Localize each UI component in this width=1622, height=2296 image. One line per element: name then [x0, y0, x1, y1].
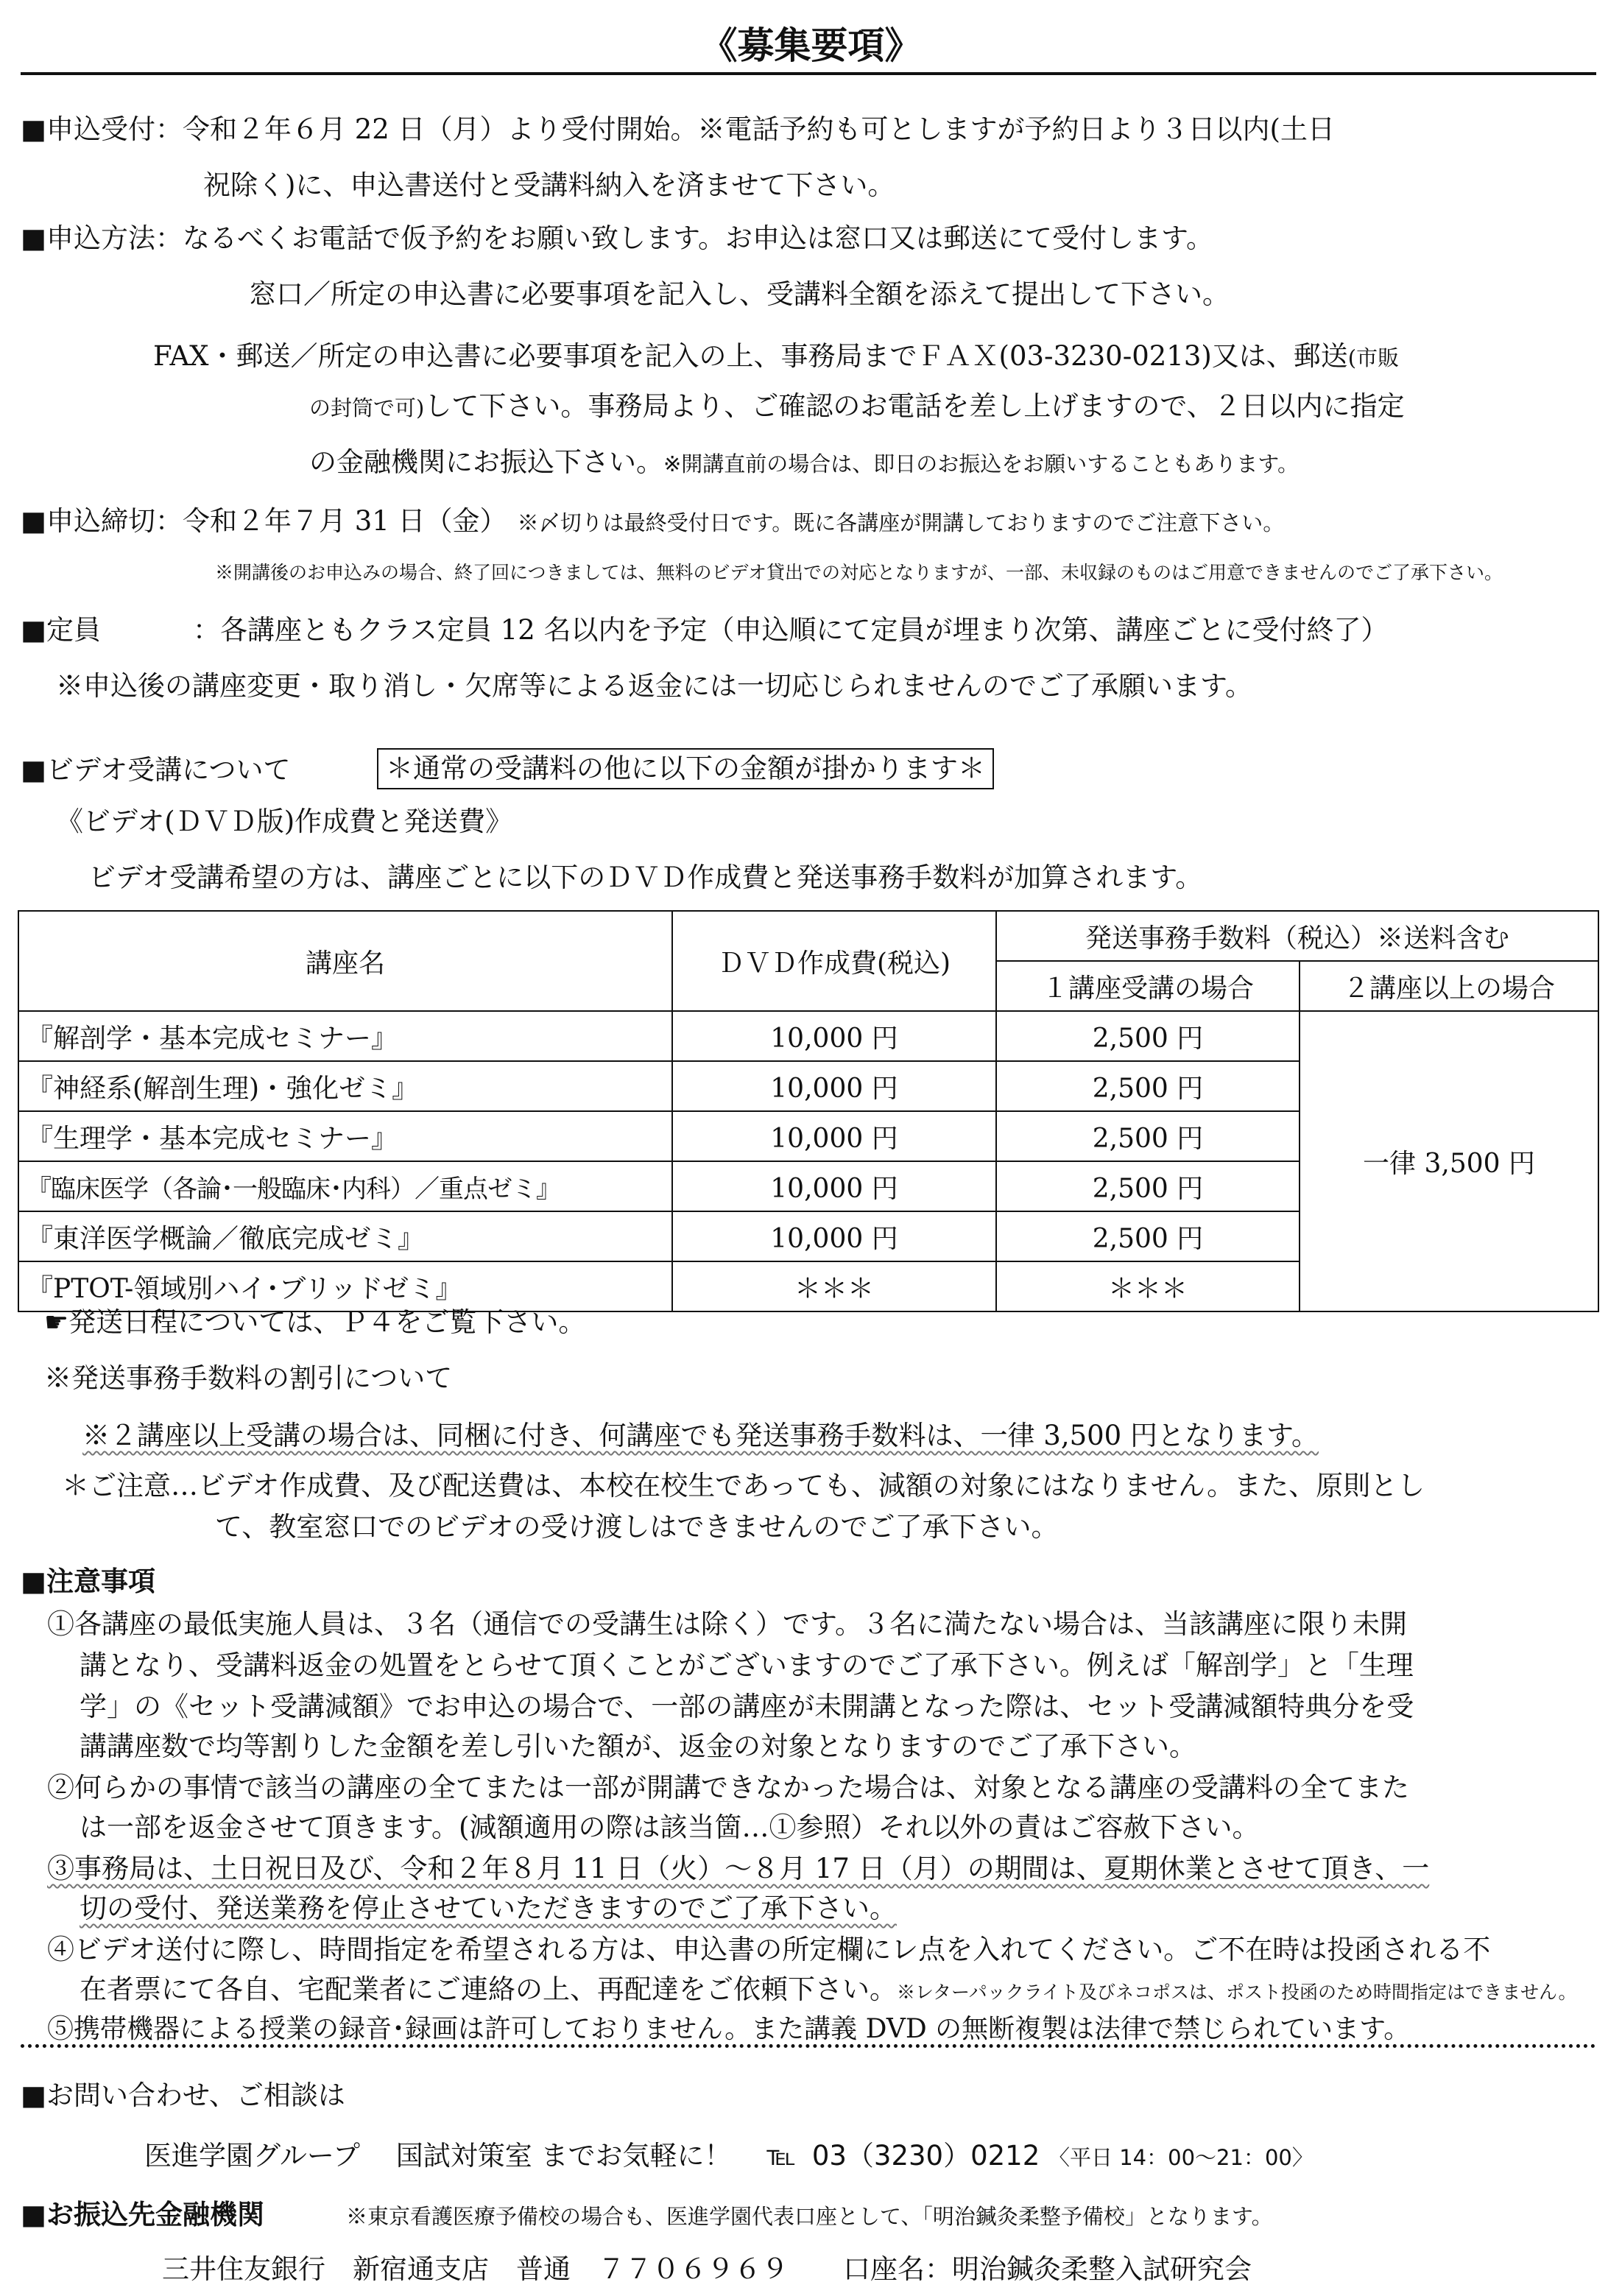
dvd-fee: 10,000 円 [672, 1061, 996, 1111]
note-4-small: ※レターパックライト及びネコポスは、ポスト投函のため時間指定はできません。 [897, 1982, 1577, 2003]
dvd-fee: 10,000 円 [672, 1161, 996, 1211]
method-line-1: ■申込方法：なるべくお電話で仮予約をお願い致します。お申込は窓口又は郵送にて受付します。 [21, 222, 1214, 254]
accept-line-1: ■申込受付：令和２年６月 22 日（月）より受付開始。※電話予約も可としますが予約日より３日以内(土日 [21, 113, 1335, 145]
deadline-main: ■申込締切：令和２年７月 31 日（金） [21, 505, 507, 537]
contact-line [144, 2137, 1314, 2175]
method-fax-text-a: FAX・郵送／所定の申込書に必要事項を記入の上、事務局までＦＡＸ(03-3230-0213)又は、郵送 [153, 340, 1348, 372]
video-boxed-note: ＊通常の受講料の他に以下の金額が掛かります＊ [377, 748, 994, 789]
method-fax-small-2: の封筒で可) [309, 395, 425, 420]
ship-multi-value: 一律 3,500 円 [1300, 1011, 1598, 1311]
note-1-line-1: ①各講座の最低実施人員は、３名（通信での受講生は除く）です。３名に満たない場合は、当該講座に限り未開 [47, 1608, 1408, 1640]
deadline-note: ※〆切りは最終受付日です。既に各講座が開講しておりますのでご注意下さい。 [517, 510, 1285, 535]
note-4-line-1: ④ビデオ送付に際し、時間指定を希望される方は、申込書の所定欄にレ点を入れてください。ご不在時は投函される不 [47, 1934, 1491, 1965]
method-fax-line-3 [309, 443, 1299, 482]
note-1-line-4: 講講座数で均等割りした金額を差し引いた額が、返金の対象となりますのでご了承下さい。 [80, 1730, 1196, 1762]
dvd-fee: 10,000 円 [672, 1211, 996, 1261]
contact-tel: 03（3230）0212 [811, 2140, 1040, 2172]
method-fax-line-1 [153, 337, 1399, 376]
discount-text: ※２講座以上受講の場合は、同梱に付き、何講座でも発送事務手数料は、一律 3,500 円となります。 [82, 1420, 1319, 1451]
ship-fee: 2,500 円 [996, 1211, 1300, 1261]
bank-details: 三井住友銀行 新宿通支店 普通 ７７０６９６９ 口座名：明治鍼灸柔整入試研究会 [162, 2253, 1252, 2285]
note-5: ⑤携帯機器による授業の録音･録画は許可しておりません。また講義 DVD の無断複製は法律で禁じられています。 [47, 2014, 1411, 2044]
course-name: 『神経系(解剖生理)・強化ゼミ』 [18, 1061, 672, 1111]
method-fax-line-2 [309, 387, 1405, 426]
notes-heading: ■注意事項 [21, 1566, 155, 1597]
ship-fee: 2,500 円 [996, 1111, 1300, 1161]
capacity-label: ■定員 [21, 614, 101, 646]
th-ship-one: １講座受講の場合 [996, 961, 1300, 1011]
caution-line-1: ＊ご注意…ビデオ作成費、及び配送費は、本校在校生であっても、減額の対象にはなりません。また、原則とし [62, 1470, 1425, 1501]
caution-line-2: て、教室窓口でのビデオの受け渡しはできませんのでご了承下さい。 [215, 1511, 1059, 1543]
note-4-text: 在者票にて各自、宅配業者にご連絡の上、再配達をご依頼下さい。 [80, 1973, 897, 2005]
ship-fee: 2,500 円 [996, 1161, 1300, 1211]
dvd-fee: 10,000 円 [672, 1111, 996, 1161]
refund-note: ※申込後の講座変更・取り消し・欠席等による返金には一切応じられませんのでご了承願います。 [56, 670, 1253, 702]
note-1-line-3: 学」の《セット受講減額》でお申込の場合で、一部の講座が未開講となった際は、セット受講減額特典分を受 [80, 1691, 1414, 1722]
method-fax-text-c: の金融機関にお振込下さい。 [309, 446, 663, 478]
discount-heading: ※発送事務手数料の割引について [44, 1362, 453, 1394]
course-name: 『臨床医学（各論･一般臨床･内科）／重点ゼミ』 [18, 1161, 672, 1211]
th-dvd-fee: ＤＶＤ作成費(税込) [672, 911, 996, 1011]
th-course: 講座名 [18, 911, 672, 1011]
phone-icon: ℡ [766, 2140, 797, 2172]
note-2-line-2: は一部を返金させて頂きます。(減額適用の際は該当箇…①参照）それ以外の責はご容赦下さい。 [80, 1811, 1260, 1843]
note-3-line-2: 切の受付、発送業務を停止させていただきますのでご了承下さい。 [80, 1892, 897, 1924]
note-2-line-1: ②何らかの事情で該当の講座の全てまたは一部が開講できなかった場合は、対象となる講座の受講料の全てまた [47, 1772, 1409, 1803]
dvd-fee-table [18, 910, 1599, 1312]
contact-org: 医進学園グループ 国試対策室 までお気軽に！ [144, 2140, 732, 2172]
bank-note: ※東京看護医療予備校の場合も、医進学園代表口座として、「明治鍼灸柔整予備校」となります。 [346, 2204, 1273, 2229]
accept-line-2: 祝除く)に、申込書送付と受講料納入を済ませて下さい。 [203, 169, 895, 201]
contact-heading: ■お問い合わせ、ご相談は [21, 2080, 345, 2111]
dvd-fee: 10,000 円 [672, 1011, 996, 1061]
course-name: 『解剖学・基本完成セミナー』 [18, 1011, 672, 1061]
title-underline [21, 72, 1596, 75]
ship-fee: ＊＊＊ [996, 1261, 1300, 1311]
video-heading: ■ビデオ受講について [21, 754, 291, 786]
ship-fee: 2,500 円 [996, 1061, 1300, 1111]
note-4-line-2 [80, 1971, 1577, 2009]
note-3-line-1: ③事務局は、土日祝日及び、令和２年８月 11 日（火）～８月 17 日（月）の期間は、夏期休業とさせて頂き、一 [47, 1853, 1430, 1884]
th-shipping-fee: 発送事務手数料（税込）※送料含む [996, 911, 1598, 961]
shipping-schedule: ☛発送日程については、Ｐ４をご覧下さい。 [44, 1306, 586, 1338]
video-subheading: 《ビデオ(ＤＶＤ版)作成費と発送費》 [56, 806, 513, 837]
section-divider [21, 2044, 1596, 2048]
course-name: 『東洋医学概論／徹底完成ゼミ』 [18, 1211, 672, 1261]
table-row [18, 1011, 1598, 1061]
deadline-line [21, 502, 1284, 540]
course-name: 『生理学・基本完成セミナー』 [18, 1111, 672, 1161]
capacity-text: ：各講座ともクラス定員 12 名以内を予定（申込順にて定員が埋まり次第、講座ごとに受付終了） [193, 614, 1389, 646]
bank-heading: ■お振込先金融機関 [21, 2199, 264, 2230]
ship-fee: 2,500 円 [996, 1011, 1300, 1061]
deadline-note-2: ※開講後のお申込みの場合、終了回につきましては、無料のビデオ貸出での対応となりますが、一部、未収録のものはご用意できませんのでご了承下さい。 [215, 562, 1503, 583]
note-1-line-2: 講となり、受講料返金の処置をとらせて頂くことがございますのでご了承下さい。例えば「解剖学」と「生理 [80, 1649, 1414, 1681]
video-intro: ビデオ受講希望の方は、講座ごとに以下のＤＶＤ作成費と発送事務手数料が加算されます。 [88, 862, 1203, 893]
contact-hours: 〈平日 14：00～21：00〉 [1048, 2145, 1314, 2170]
course-name: 『PTOT-領域別ハイ･ブリッドゼミ』 [18, 1261, 672, 1311]
method-fax-small-1: (市販 [1347, 345, 1400, 370]
dvd-fee: ＊＊＊ [672, 1261, 996, 1311]
method-fax-note: ※開講直前の場合は、即日のお振込をお願いすることもあります。 [663, 451, 1299, 476]
method-window-line: 窓口／所定の申込書に必要事項を記入し、受講料全額を添えて提出して下さい。 [249, 278, 1230, 310]
page-title: 《募集要項》 [700, 24, 922, 67]
method-fax-text-b: して下さい。事務局より、ご確認のお電話を差し上げますので、２日以内に指定 [424, 390, 1405, 422]
th-ship-multi: ２講座以上の場合 [1300, 961, 1598, 1011]
